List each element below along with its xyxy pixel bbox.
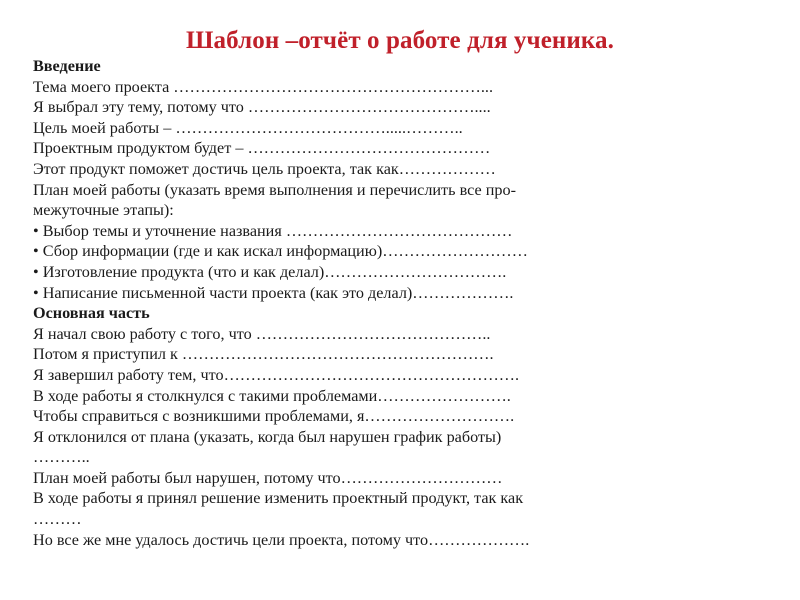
document-title: Шаблон –отчёт о работе для ученика. [185, 27, 615, 54]
text-line: План моей работы был нарушен, потому что………………………… [33, 468, 503, 487]
section-heading-introduction: Введение [33, 57, 101, 75]
bullet-item: • Написание письменной части проекта (как это делал)………………. [33, 283, 514, 302]
text-line: межуточные этапы): [33, 201, 174, 220]
text-line: Проектным продуктом будет – ……………………………………… [33, 139, 491, 158]
text-line: Я выбрал эту тему, потому что …………………………………….... [33, 98, 491, 117]
text-line: Чтобы справиться с возникшими проблемами, я………………………. [33, 407, 515, 426]
text-line: Я завершил работу тем, что………………………………………………. [33, 365, 520, 384]
text-line: Этот продукт поможет достичь цель проекта, так как……………… [33, 159, 496, 178]
bullet-item: • Изготовление продукта (что и как делал)……………………………. [33, 262, 507, 281]
text-line: Тема моего проекта …………………………………………………... [33, 77, 494, 96]
text-line: Цель моей работы – ………………………………….....……….. [33, 118, 463, 137]
text-line: ……… [33, 510, 82, 529]
text-line: ……….. [33, 448, 90, 467]
text-line: В ходе работы я столкнулся с такими проблемами……………………. [33, 386, 511, 405]
text-line: Я начал свою работу с того, что …………………………………….. [33, 324, 491, 343]
text-line: Я отклонился от плана (указать, когда был нарушен график работы) [33, 427, 502, 446]
section-heading-main-part: Основная часть [33, 304, 150, 323]
bullet-item: • Сбор информации (где и как искал информацию)……………………… [33, 242, 528, 261]
bullet-item: • Выбор темы и уточнение названия …………………………………… [33, 221, 513, 240]
text-line: В ходе работы я принял решение изменить проектный продукт, так как [33, 489, 524, 508]
text-line: Но все же мне удалось достичь цели проекта, потому что………………. [33, 530, 530, 549]
text-line: План моей работы (указать время выполнения и перечислить все про- [33, 180, 516, 199]
document-body [33, 56, 773, 550]
text-line: Потом я приступил к …………………………………………………. [33, 345, 494, 364]
